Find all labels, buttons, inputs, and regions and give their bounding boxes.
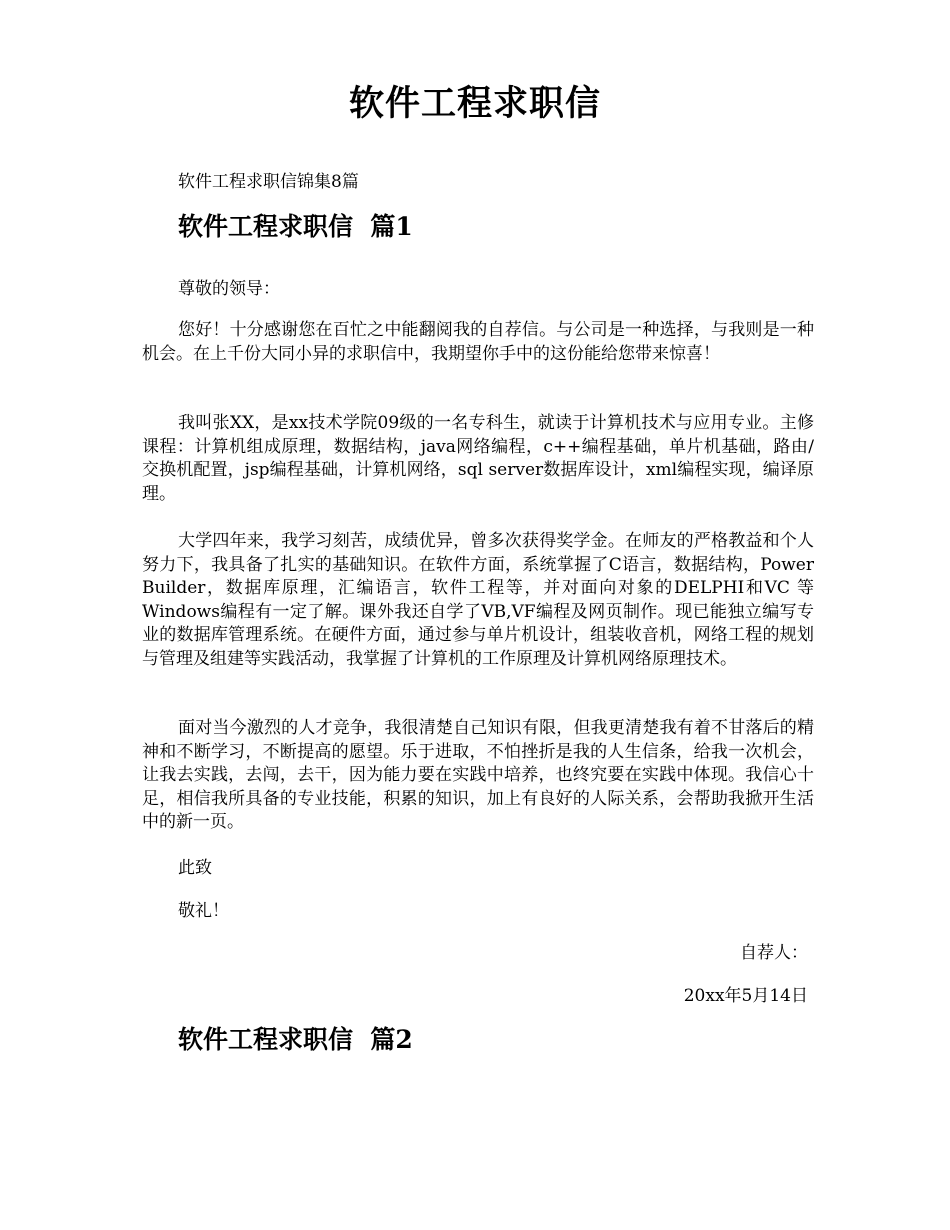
paragraph-4: 面对当今激烈的人才竞争，我很清楚自己知识有限，但我更清楚我有着不甘落后的精神和不断学习，不断提高的愿望。乐于进取，不怕挫折是我的人生信条，给我一次机会，让我去实践，去闯，去干，因为能力要在实践中培养，也终究要在实践中体现。我信心十足，相信我所具备的专业技能，积累的知识，加上有良好的人际关系，会帮助我掀开生活中的新一页。 bbox=[142, 718, 814, 832]
document-subtitle: 软件工程求职信锦集8篇 bbox=[178, 172, 359, 192]
section-heading-2: 软件工程求职信 篇2 bbox=[178, 1025, 413, 1054]
salutation: 尊敬的领导： bbox=[178, 279, 280, 299]
signature: 自荐人： bbox=[740, 943, 808, 963]
closing-line-1: 此致 bbox=[178, 858, 212, 878]
closing-line-2: 敬礼！ bbox=[178, 901, 229, 921]
paragraph-3: 大学四年来，我学习刻苦，成绩优异，曾多次获得奖学金。在师友的严格教益和个人努力下，我具备了扎实的基础知识。在软件方面，系统掌握了C语言，数据结构，Power Builder，数据库原理，汇编语言，软件工程等，并对面向对象的DELPHI和VC 等Windows编程有一定了解。课外我还自学了VB,VF编程及网页制作。现已能独立编写专业的数据库管理系统。在硬件方面，通过参与单片机设计，组装收音机，网络工程的规划与管理及组建等实践活动，我掌握了计算机的工作原理及计算机网络原理技术。 bbox=[142, 531, 814, 669]
document-title: 软件工程求职信 bbox=[348, 83, 601, 124]
date: 20xx年5月14日 bbox=[683, 986, 808, 1006]
paragraph-1: 您好！十分感谢您在百忙之中能翻阅我的自荐信。与公司是一种选择，与我则是一种机会。在上千份大同小异的求职信中，我期望你手中的这份能给您带来惊喜！ bbox=[142, 320, 814, 364]
paragraph-2: 我叫张XX，是xx技术学院09级的一名专科生，就读于计算机技术与应用专业。主修课程：计算机组成原理，数据结构，java网络编程，c++编程基础，单片机基础，路由/交换机配置，jsp编程基础，计算机网络，sql server数据库设计，xml编程实现，编译原理。 bbox=[142, 413, 814, 504]
section-heading-1: 软件工程求职信 篇1 bbox=[178, 212, 413, 241]
